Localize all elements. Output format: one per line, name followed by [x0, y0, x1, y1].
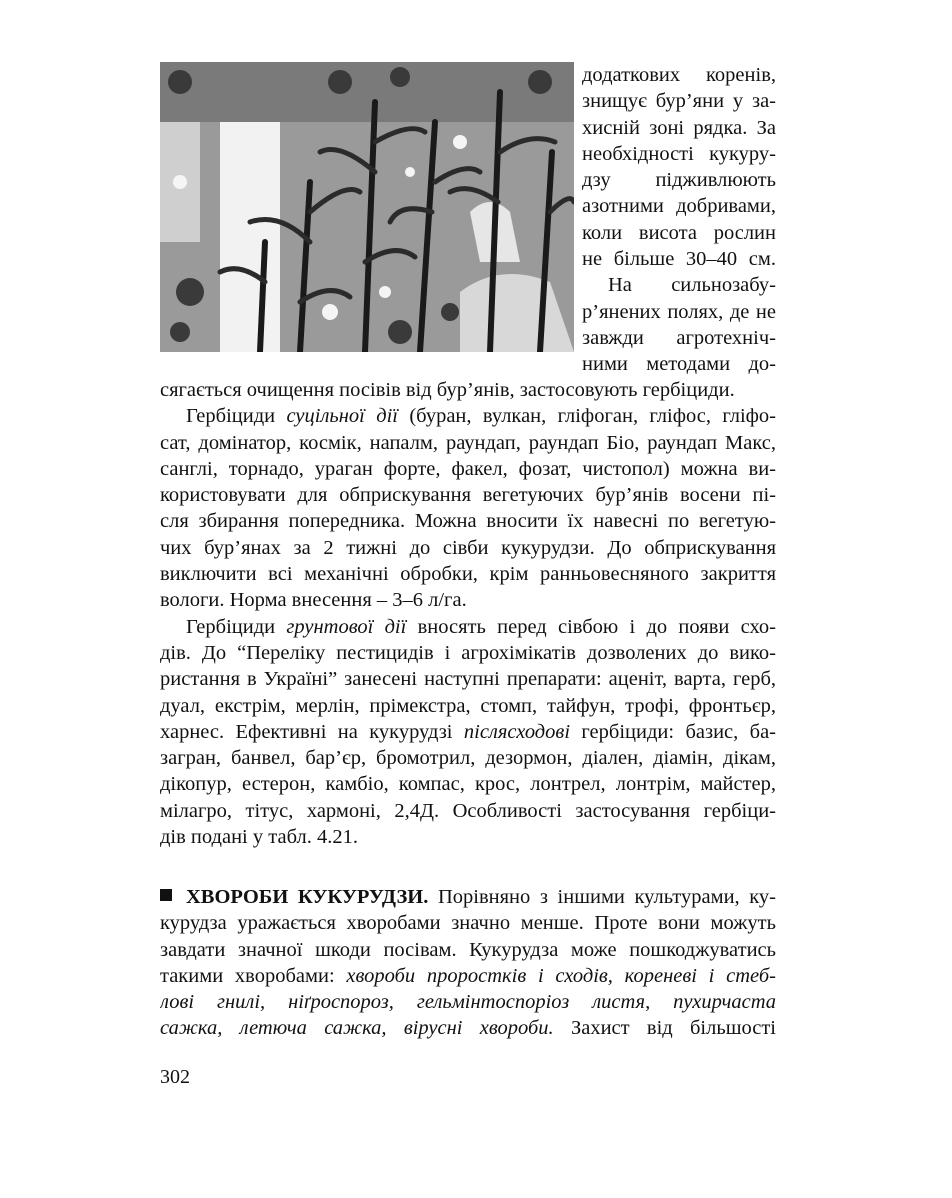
- paragraph-line: Гербіциди грунтової дії вносять перед сівбою і до появи схо-: [186, 615, 776, 638]
- paragraph-line: сажка, летюча сажка, вірусні хвороби. Захист від більшості: [160, 1017, 776, 1040]
- paragraph-herbicides-soil: [160, 614, 776, 851]
- paragraph-line: ристання в Україні” занесені наступні препарати: аценіт, варта, герб,: [160, 668, 776, 691]
- wrap-line: р’янених полях, де не: [582, 300, 776, 323]
- paragraph-line: дуал, екстрім, мерлін, прімекстра, стомп, тайфун, трофі, фронтьєр,: [160, 694, 776, 717]
- wrap-line: дзу підживлюють: [582, 169, 776, 192]
- paragraph-line: чих бур’янах за 2 тижні до сівби кукурудзи. До обприскування: [160, 536, 776, 559]
- paragraph-line: загран, банвел, бар’єр, бромотрил, дезормон, діален, діамін, дікам,: [160, 747, 776, 770]
- body-text: [160, 377, 776, 850]
- paragraph-line: сягається очищення посівів від бур’янів, застосовують гербіциди.: [160, 379, 735, 401]
- paragraph-line: сля збирання попередника. Можна вносити їх навесні по вегетую-: [160, 510, 776, 533]
- paragraph-line: харнес. Ефективні на кукурудзі післясходові гербіциди: базис, ба-: [160, 720, 776, 743]
- wrap-line: не більше 30–40 см.: [582, 248, 776, 271]
- paragraph-line: користовувати для обприскування вегетуючих бур’янів восени пі-: [160, 484, 776, 507]
- wrap-line: знищує бур’яни у за-: [582, 90, 776, 113]
- page-number: 302: [160, 1066, 190, 1088]
- paragraph-line: дікопур, естерон, камбіо, компас, крос, лонтрел, лонтрім, майстер,: [160, 773, 776, 796]
- paragraph-line: дів подані у табл. 4.21.: [160, 826, 358, 849]
- section-diseases: [160, 884, 776, 1042]
- section-heading-line: ХВОРОБИ КУКУРУДЗИ. Порівняно з іншими культурами, ку-: [160, 884, 776, 910]
- paragraph-line: сат, домінатор, космік, напалм, раундап, раундап Біо, раундап Макс,: [160, 431, 776, 454]
- wrapped-text-column: [582, 62, 776, 378]
- square-bullet-icon: [160, 889, 172, 901]
- paragraph-line: дів. До “Переліку пестицидів і агрохімікатів дозволених до вико-: [160, 641, 776, 664]
- corn-field-photo: [160, 62, 574, 352]
- wrap-line: хисній зоні рядка. За: [582, 116, 776, 139]
- wrap-line: необхідності кукуру-: [582, 142, 776, 165]
- paragraph-line: виключити всі механічні обробки, крім ранньовесняного закриття: [160, 563, 776, 586]
- paragraph-line: курудза уражається хворобами значно менше. Проте вони можуть: [160, 912, 776, 935]
- paragraph-line: завдати значної шкоди посівам. Кукурудза може пошкоджуватись: [160, 938, 776, 961]
- wrap-line: На сильнозабу-: [608, 274, 776, 297]
- paragraph-line: санглі, торнадо, ураган форте, факел, фозат, чистопол) можна ви-: [160, 457, 776, 480]
- wrap-line: завжди агротехніч-: [582, 326, 776, 349]
- paragraph-herbicides-continuous: [160, 403, 776, 613]
- paragraph-line: Гербіциди суцільної дії (буран, вулкан, гліфоган, гліфос, гліфо-: [186, 405, 776, 428]
- wrap-line: додаткових коренів,: [582, 64, 776, 86]
- paragraph-line: такими хворобами: хвороби проростків і сходів, кореневі і стеб-: [160, 964, 776, 987]
- wrap-line: ними методами до-: [582, 353, 776, 376]
- section-heading: ХВОРОБИ КУКУРУДЗИ.: [186, 886, 429, 908]
- paragraph-line: лові гнилі, ніґроспороз, гельмінтоспоріоз листя, пухирчаста: [160, 991, 776, 1014]
- paragraph-line: вологи. Норма внесення – 3–6 л/га.: [160, 589, 467, 612]
- wrap-line: коли висота рослин: [582, 221, 776, 244]
- wrap-line: азотними добривами,: [582, 195, 776, 218]
- paragraph-line: мілагро, тітус, хармоні, 2,4Д. Особливості застосування гербіци-: [160, 799, 776, 822]
